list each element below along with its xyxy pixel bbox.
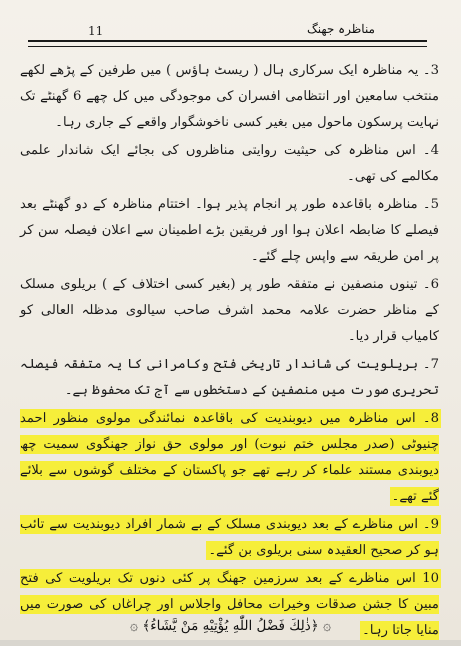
paragraph-3: 3۔ یہ مناظرہ ایک سرکاری ہال ( ریسٹ ہاؤس ) میں طرفین کے پڑھے لکھے منتخب سامعین اور انتظامی افسران کی موجودگی میں کل چھے 6 گھنٹے تک نہایت پرسکون ماحول میں بغیر کسی ناخوشگوار واقعے کے جاری رہا۔ (20, 63, 440, 130)
paragraph-8-highlighted (20, 406, 439, 510)
paragraph-5: 5۔ مناظرہ باقاعدہ طور پر انجام پذیر ہوا۔ اختتام مناظرہ کے دو گھنٹے بعد فیصلے کا ضابطہ اعلان ہوا اور فریقین بڑے اطمینان سے اعلان فیصلہ سن کر پر امن طریقہ سے واپس چلے گئے۔ (20, 197, 439, 264)
highlight-mark: 8۔ اس مناظرہ میں دیوبندیت کی باقاعدہ نمائندگی مولوی منظور احمد چنیوٹی (صدر مجلس ختم نبوت) اور مولوی حق نواز جھنگوی سمیت چھ دیوبندی مستند علماء کر رہے تھے جو پاکستان کے مختلف گوشوں سے بلائے گئے تھے۔ (20, 411, 439, 504)
page-number: 11 (88, 24, 104, 38)
ornament-icon: ۞ (129, 618, 139, 634)
paragraph-7: 7۔ بریلویت کی شاندار تاریخی فتح وکامرانی کا یہ متفقہ فیصلہ تحریری صورت میں منصفین کے دستخطوں سے آج تک محفوظ ہے۔ (20, 357, 439, 398)
running-title: مناظرہ جھنگ (306, 22, 375, 36)
page-body (20, 58, 439, 646)
paragraph-4: 4۔ اس مناظرہ کی حیثیت روایتی مناظروں کی بجائے ایک شاندار علمی مکالمے کی تھی۔ (20, 143, 439, 184)
highlight-mark: 10 اس مناظرے کے بعد سرزمین جھنگ پر کئی دنوں تک بریلویت کی فتح مبین کا جشن صدقات وخیرات محافل واجلاس اور چراغاں کی صورت میں منایا جاتا رہا۔ (20, 571, 439, 638)
ornament-icon: ۞ (322, 618, 332, 634)
closing-verse-text: ﴿ذٰلِكَ فَضْلُ اللّٰهِ يُؤْتِيْهِ مَنْ يَّشَاءُ﴾ (142, 618, 319, 634)
paragraph-9-highlighted (20, 512, 439, 564)
closing-verse (0, 618, 461, 634)
paragraph-6: 6۔ تینوں منصفین نے متفقہ طور پر (بغیر کسی اختلاف کے ) بریلوی مسلک کے مناظر حضرت علامہ محمد اشرف صاحب سیالوی مدظلہ العالی کو کامیاب قرار دیا۔ (20, 277, 439, 344)
header-rule (28, 40, 427, 47)
highlight-mark: 9۔ اس مناظرے کے بعد دیوبندی مسلک کے بے شمار افراد دیوبندیت سے تائب ہو کر صحیح العقیدہ سنی بریلوی بن گئے۔ (20, 517, 439, 558)
